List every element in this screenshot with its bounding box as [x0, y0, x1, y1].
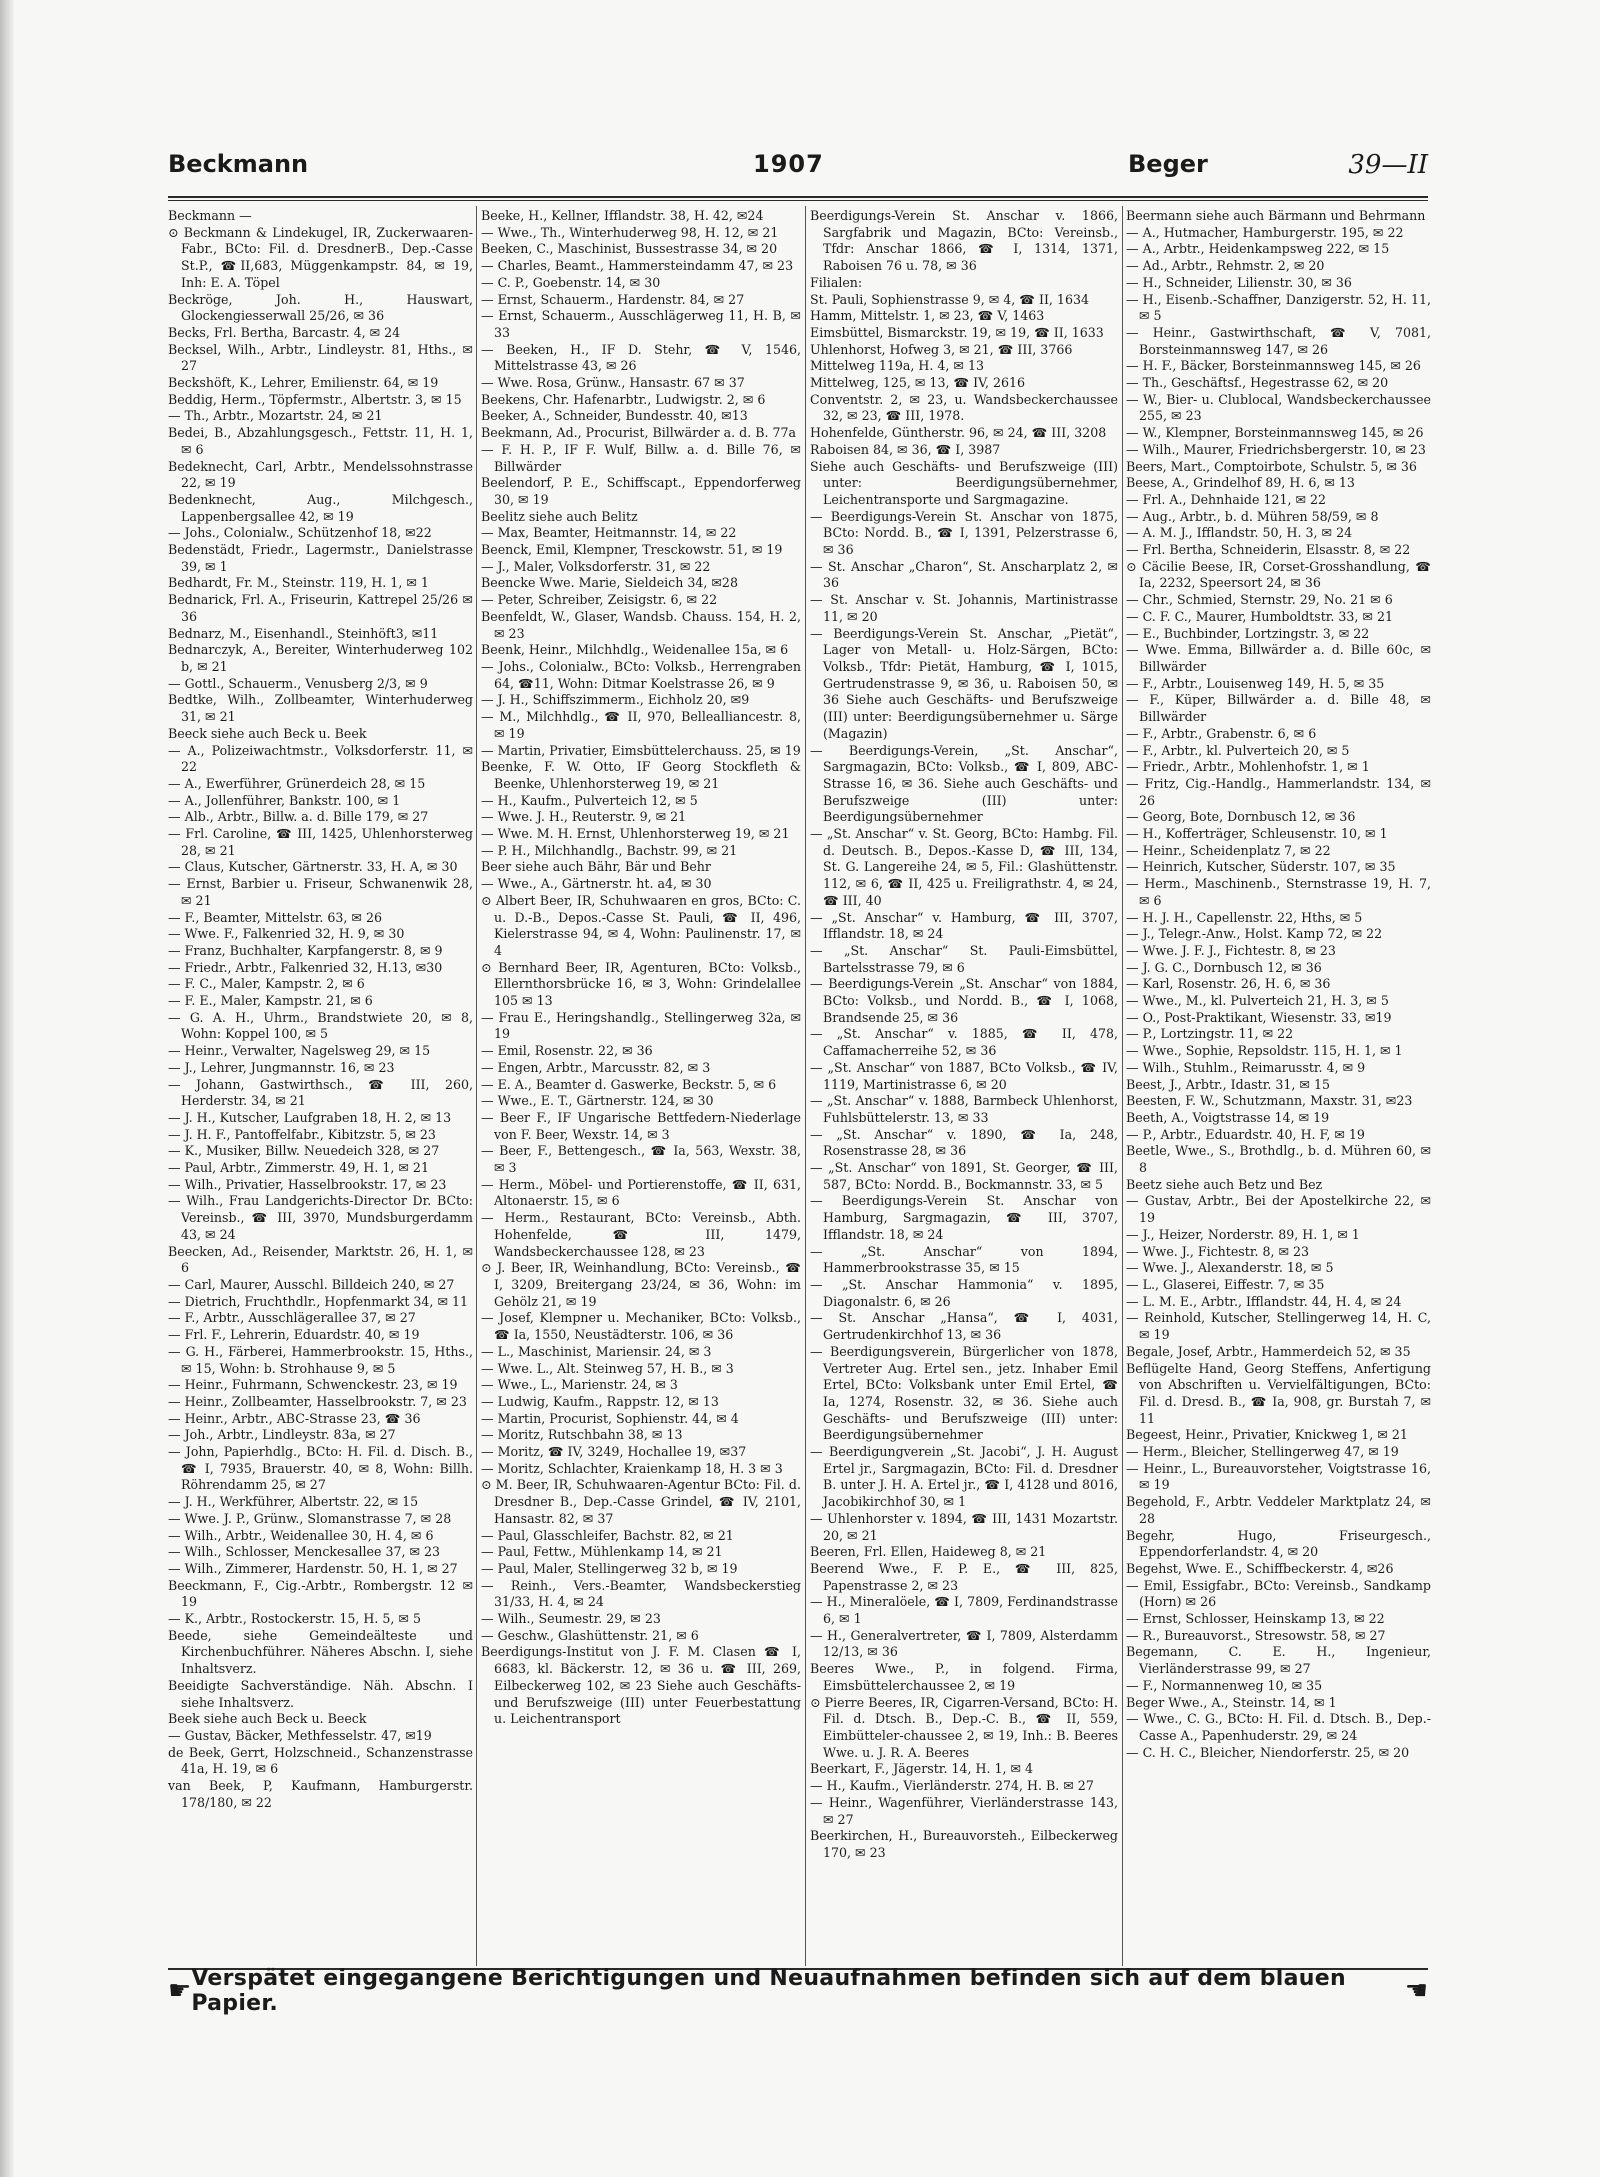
directory-entry: — F., Arbtr., Ausschlägerallee 37, ✉ 27 [168, 1310, 416, 1326]
directory-entry: — Emil, Rosenstr. 22, ✉ 36 [481, 1043, 653, 1059]
directory-entry: Beckröge, Joh. H., Hauswart, Glockengiesserwall 25/26, ✉ 36 [168, 291, 473, 324]
directory-entry: — F. C., Maler, Kampstr. 2, ✉ 6 [168, 976, 365, 992]
directory-entry: — Reinh., Vers.-Beamter, Wandsbeckerstieg 31/33, H. 4, ✉ 24 [481, 1577, 801, 1610]
directory-entry: Uhlenhorst, Hofweg 3, ✉ 21, ☎ III, 3766 [810, 341, 1073, 357]
directory-entry: Begehst, Wwe. E., Schiffbeckerstr. 4, ✉26 [1126, 1560, 1394, 1576]
directory-entry: Hamm, Mittelstr. 1, ✉ 23, ☎ V, 1463 [810, 308, 1045, 324]
directory-entry: — Frl. Caroline, ☎ III, 1425, Uhlenhorsterweg 28, ✉ 21 [168, 826, 473, 858]
directory-entry: Beerkart, F., Jägerstr. 14, H. 1, ✉ 4 [810, 1761, 1034, 1777]
directory-entry: — „St. Anschar“ v. Hamburg, ☎ III, 3707, Ifflandstr. 18, ✉ 24 [810, 909, 1118, 942]
directory-entry: Bednarz, M., Eisenhandl., Steinhöft3, ✉11 [168, 625, 439, 641]
directory-entry: — P., Lortzingstr. 11, ✉ 22 [1126, 1026, 1294, 1042]
directory-entry: — J., Lehrer, Jungmannstr. 16, ✉ 23 [168, 1059, 395, 1075]
directory-entry: Bedhardt, Fr. M., Steinstr. 119, H. 1, ✉ 1 [168, 575, 429, 591]
directory-entry: Beddig, Herm., Töpfermstr., Albertstr. 3, ✉ 15 [168, 391, 462, 407]
directory-entry: Beest, J., Arbtr., Idastr. 31, ✉ 15 [1126, 1076, 1330, 1092]
directory-entry: Begemann, C. E. H., Ingenieur, Vierländerstrasse 99, ✉ 27 [1126, 1644, 1431, 1677]
directory-entry: Bedenstädt, Friedr., Lagermstr., Danielstrasse 39, ✉ 1 [168, 542, 473, 574]
directory-entry: — Ernst, Barbier u. Friseur, Schwanenwik 28, ✉ 21 [168, 876, 473, 908]
directory-entry: — Ernst, Schauerm., Ausschlägerweg 11, H. B, ✉ 33 [481, 308, 801, 340]
directory-entry: — Ernst, Schlosser, Heinskamp 13, ✉ 22 [1126, 1611, 1385, 1627]
directory-entry: Beer siehe auch Bähr, Bär und Behr [481, 859, 711, 875]
directory-entry: — Wwe., A., Gärtnerstr. ht. a4, ✉ 30 [481, 876, 712, 892]
directory-entry: — Beerdigungs-Verein „St. Anschar“ von 1884, BCto: Volksb., und Nordd. B., ☎ I, 1068, Brandsende 25, ✉ 36 [810, 976, 1118, 1025]
directory-entry: — H. J. H., Capellenstr. 22, Hths, ✉ 5 [1126, 909, 1363, 925]
directory-entry: Raboisen 84, ✉ 36, ☎ I, 3987 [810, 441, 1001, 457]
directory-entry: — L., Glaserei, Eiffestr. 7, ✉ 35 [1126, 1277, 1325, 1292]
directory-entry: — J. G. C., Dornbusch 12, ✉ 36 [1126, 959, 1322, 975]
directory-entry: Beetz siehe auch Betz und Bez [1126, 1176, 1323, 1192]
directory-entry: — J., Maler, Volksdorferstr. 31, ✉ 22 [481, 558, 711, 574]
directory-entry: Beese, A., Grindelhof 89, H. 6, ✉ 13 [1126, 475, 1355, 491]
pointing-hand-icon: ☛ [168, 1976, 192, 2006]
directory-entry: — Georg, Bote, Dornbusch 12, ✉ 36 [1126, 809, 1356, 825]
directory-entry: ⊙ Albert Beer, IR, Schuhwaaren en gros, BCto: C. u. D.-B., Depos.-Casse St. Pauli, ☎ II, 496, Kielerstrasse 94, ✉ 4, Wohn: Paulinenstr. 17, ✉ 4 [481, 892, 801, 958]
directory-entry: — F., Normannenweg 10, ✉ 35 [1126, 1677, 1323, 1693]
pointing-hand-left-icon: ☚ [1404, 1976, 1428, 2006]
directory-entry: Beesten, F. W., Schutzmann, Maxstr. 31, ✉23 [1126, 1093, 1413, 1109]
directory-entry: — Heinr., Gastwirthschaft, ☎ V, 7081, Borsteinmannsweg 147, ✉ 26 [1126, 324, 1431, 357]
directory-entry: — Wwe. J. P., Grünw., Slomanstrasse 7, ✉ 28 [168, 1510, 452, 1526]
directory-entry: — Beeken, H., IF D. Stehr, ☎ V, 1546, Mittelstrasse 43, ✉ 26 [481, 341, 801, 374]
directory-entry: Becksel, Wilh., Arbtr., Lindleystr. 81, Hths., ✉ 27 [168, 341, 473, 374]
directory-entry: — Wilh., Stuhlm., Reimarusstr. 4, ✉ 9 [1126, 1059, 1366, 1075]
directory-entry: Beenck, Emil, Klempner, Tresckowstr. 51, ✉ 19 [481, 542, 783, 558]
directory-entry: — Wwe. Rosa, Grünw., Hansastr. 67 ✉ 37 [481, 375, 745, 391]
directory-entry: Beeckmann, F., Cig.-Arbtr., Rombergstr. 12 ✉ 19 [168, 1577, 473, 1610]
directory-entry: — Charles, Beamt., Hammersteindamm 47, ✉ 23 [481, 258, 794, 274]
header-last-name: Beger [1128, 150, 1208, 178]
header-rule-thin [168, 200, 1428, 201]
directory-entry: — P., Arbtr., Eduardstr. 40, H. F, ✉ 19 [1126, 1126, 1365, 1142]
directory-entry: — L., Maschinist, Mariensir. 24, ✉ 3 [481, 1343, 712, 1359]
directory-entry: — Paul, Arbtr., Zimmerstr. 49, H. 1, ✉ 21 [168, 1160, 429, 1176]
directory-entry: — Heinr., L., Bureauvorsteher, Voigtstrasse 16, ✉ 19 [1126, 1460, 1431, 1493]
directory-entry: Bednarczyk, A., Bereiter, Winterhuderweg 102 b, ✉ 21 [168, 642, 473, 674]
directory-entry: — „St. Anschar“ v. 1890, ☎ Ia, 248, Rosenstrasse 28, ✉ 36 [810, 1126, 1118, 1159]
directory-entry: Beede, siehe Gemeindeälteste und Kirchenbuchführer. Näheres Abschn. I, siehe Inhaltsverz. [168, 1627, 473, 1677]
directory-entry: Hohenfelde, Güntherstr. 96, ✉ 24, ☎ III, 3208 [810, 425, 1107, 441]
directory-entry: — Paul, Glasschleifer, Bachstr. 82, ✉ 21 [481, 1527, 734, 1543]
directory-entry: — Max, Beamter, Heitmannstr. 14, ✉ 22 [481, 525, 737, 541]
directory-entry: Bednarick, Frl. A., Friseurin, Kattrepel 25/26 ✉ 36 [168, 592, 473, 624]
directory-entry: Beekmann, Ad., Procurist, Billwärder a. d. B. 77a [481, 425, 797, 441]
directory-entry: — Wilh., Seumestr. 29, ✉ 23 [481, 1611, 661, 1627]
directory-entry: ⊙ Pierre Beeres, IR, Cigarren-Versand, BCto: H. Fil. d. Dtsch. B., Dep.-C. B., ☎ II, 559, Eimbütteler-chaussee 2, ✉ 19, Inh.: B. Beeres Wwe. u. J. R. A. Beeres [810, 1694, 1118, 1760]
directory-entry: — Wilh., Zimmerer, Hardenstr. 50, H. 1, ✉ 27 [168, 1560, 458, 1576]
directory-entry: Mittelweg, 125, ✉ 13, ☎ IV, 2616 [810, 375, 1026, 391]
directory-entry: ⊙ Beckmann & Lindekugel, IR, Zuckerwaaren-Fabr., BCto: Fil. d. DresdnerB., Dep.-Casse St.P., ☎II,683, Müggenkampstr. 84, ✉ 19, Inh: E. A. Töpel [168, 224, 473, 290]
directory-entry: St. Pauli, Sophienstrasse 9, ✉ 4, ☎ II, 1634 [810, 291, 1089, 307]
directory-entry: — L. M. E., Arbtr., Ifflandstr. 44, H. 4, ✉ 24 [1126, 1293, 1402, 1309]
directory-entry: — G. A. H., Uhrm., Brandstwiete 20, ✉ 8, Wohn: Koppel 100, ✉ 5 [168, 1009, 473, 1042]
directory-entry: — Peter, Schreiber, Zeisigstr. 6, ✉ 22 [481, 592, 718, 608]
directory-entry: — Gottl., Schauerm., Venusberg 2/3, ✉ 9 [168, 675, 428, 691]
directory-entry: Beeke, H., Kellner, Ifflandstr. 38, H. 42, ✉24 [481, 208, 764, 223]
directory-entry: — Fritz, Cig.-Handlg., Hammerlandstr. 134, ✉ 26 [1126, 775, 1431, 808]
directory-entry: — A., Jollenführer, Bankstr. 100, ✉ 1 [168, 792, 401, 808]
directory-entry: Beencke Wwe. Marie, Sieldeich 34, ✉28 [481, 575, 738, 591]
directory-entry: — Ernst, Schauerm., Hardenstr. 84, ✉ 27 [481, 291, 745, 307]
directory-entry: Begehold, F., Arbtr. Veddeler Marktplatz 24, ✉ 28 [1126, 1494, 1431, 1526]
directory-entry: — H., Schneider, Lilienstr. 30, ✉ 36 [1126, 274, 1352, 290]
directory-entry: — Friedr., Arbtr., Mohlenhofstr. 1, ✉ 1 [1126, 759, 1370, 775]
header-year: 1907 [753, 150, 824, 178]
directory-entry: — C. F. C., Maurer, Humboldtstr. 33, ✉ 21 [1126, 608, 1394, 624]
directory-entry: — Wwe., E. T., Gärtnerstr. 124, ✉ 30 [481, 1093, 714, 1109]
directory-entry: Beers, Mart., Comptoirbote, Schulstr. 5, ✉ 36 [1126, 458, 1417, 474]
directory-entry: — Wwe. Emma, Billwärder a. d. Bille 60c, ✉ Billwärder [1126, 642, 1431, 674]
directory-entry: Beerkirchen, H., Bureauvorsteh., Eilbeckerweg 170, ✉ 23 [810, 1828, 1118, 1860]
directory-entry: — Moritz, Schlachter, Kraienkamp 18, H. 3 ✉ 3 [481, 1460, 783, 1476]
directory-entry: — A., Ewerführer, Grünerdeich 28, ✉ 15 [168, 775, 426, 791]
directory-entry: — A., Hutmacher, Hamburgerstr. 195, ✉ 22 [1126, 224, 1404, 240]
directory-entry: — Wilh., Maurer, Friedrichsbergerstr. 10, ✉ 23 [1126, 441, 1426, 457]
directory-entry: — Johs., Colonialw., Schützenhof 18, ✉22 [168, 525, 432, 541]
directory-entry: — F., Arbtr., kl. Pulverteich 20, ✉ 5 [1126, 742, 1350, 758]
scan-edge-shadow [0, 0, 14, 2177]
directory-entry: — Chr., Schmied, Sternstr. 29, No. 21 ✉ 6 [1126, 592, 1393, 608]
directory-entry: — Wilh., Frau Landgerichts-Director Dr. BCto: Vereinsb., ☎ III, 3970, Mundsburgerdamm 43, ✉ 24 [168, 1193, 473, 1242]
directory-entry: Beelendorf, P. E., Schiffscapt., Eppendorferweg 30, ✉ 19 [481, 475, 801, 507]
directory-entry: — Wwe., Sophie, Repsoldstr. 115, H. 1, ✉ 1 [1126, 1043, 1403, 1059]
directory-entry: — Wwe. J., Fichtestr. 8, ✉ 23 [1126, 1243, 1310, 1259]
page-header [168, 150, 1428, 182]
directory-entry: — Th., Geschäftsf., Hegestrasse 62, ✉ 20 [1126, 375, 1389, 391]
directory-entry: — Moritz, ☎ IV, 3249, Hochallee 19, ✉37 [481, 1444, 747, 1460]
directory-entry: — Uhlenhorster v. 1894, ☎ III, 1431 Mozartstr. 20, ✉ 21 [810, 1510, 1118, 1543]
directory-entry: — Aug., Arbtr., b. d. Mühren 58/59, ✉ 8 [1126, 508, 1379, 524]
directory-entry: — W., Klempner, Borsteinmannsweg 145, ✉ 26 [1126, 425, 1424, 441]
directory-entry: — Martin, Procurist, Sophienstr. 44, ✉ 4 [481, 1410, 739, 1426]
header-rule [168, 196, 1428, 198]
directory-entry: Beeck siehe auch Beck u. Beek [168, 725, 367, 741]
directory-entry: — J. H., Kutscher, Laufgraben 18, H. 2, ✉ 13 [168, 1109, 452, 1125]
directory-entry: — H., Generalvertreter, ☎ I, 7809, Alsterdamm 12/13, ✉ 36 [810, 1627, 1118, 1660]
directory-entry: — Beerdigungverein „St. Jacobi“, J. H. August Ertel jr., Sargmagazin, BCto: Fil. d. Dresdner B. unter J. H. A. Ertel jr., ☎ I, 4128 und 8016, Jacobikirchhof 30, ✉ 1 [810, 1444, 1118, 1510]
directory-entry: — A., Polizeiwachtmstr., Volksdorferstr. 11, ✉ 22 [168, 742, 473, 775]
directory-entry: — Dietrich, Fruchthdlr., Hopfenmarkt 34, ✉ 11 [168, 1293, 469, 1309]
directory-entry: — Reinhold, Kutscher, Stellingerweg 14, H. C, ✉ 19 [1126, 1310, 1431, 1343]
directory-entry: — Heinr., Wagenführer, Vierländerstrasse 143, ✉ 27 [810, 1794, 1118, 1827]
directory-entry: — H. F., Bäcker, Borsteinmannsweg 145, ✉ 26 [1126, 358, 1421, 374]
directory-entry: — F. E., Maler, Kampstr. 21, ✉ 6 [168, 993, 373, 1009]
directory-entry: — Wilh., Privatier, Hasselbrookstr. 17, ✉ 23 [168, 1176, 447, 1192]
directory-entry: Beckshöft, K., Lehrer, Emilienstr. 64, ✉ 19 [168, 375, 439, 391]
directory-entry: — H., Eisenb.-Schaffner, Danzigerstr. 52, H. 11, ✉ 5 [1126, 291, 1431, 324]
directory-entry: — Wwe. J. F. J., Fichtestr. 8, ✉ 23 [1126, 942, 1336, 958]
directory-entry: — Geschw., Glashüttenstr. 21, ✉ 6 [481, 1627, 699, 1643]
directory-entry: van Beek, P, Kaufmann, Hamburgerstr. 178/180, ✉ 22 [168, 1778, 473, 1810]
directory-entry: — Martin, Privatier, Eimsbüttelerchauss. 25, ✉ 19 [481, 742, 801, 758]
directory-entry: Beckmann — [168, 208, 252, 223]
directory-entry: — Johann, Gastwirthsch., ☎ III, 260, Herderstr. 34, ✉ 21 [168, 1076, 473, 1109]
directory-entry: — H., Kofferträger, Schleusenstr. 10, ✉ 1 [1126, 826, 1388, 842]
directory-entry: ⊙ J. Beer, IR, Weinhandlung, BCto: Vereinsb., ☎ I, 3209, Breitergang 23/24, ✉ 36, Wohn: im Gehölz 21, ✉ 19 [481, 1260, 801, 1309]
directory-entry: ⊙ Bernhard Beer, IR, Agenturen, BCto: Volksb., Ellernthorsbrücke 16, ✉ 3, Wohn: Grindelallee 105 ✉ 13 [481, 959, 801, 1009]
directory-entry: Beeres Wwe., P., in folgend. Firma, Eimsbüttelerchaussee 2, ✉ 19 [810, 1661, 1118, 1693]
directory-entry: — Heinr., Verwalter, Nagelsweg 29, ✉ 15 [168, 1043, 431, 1059]
directory-entry: Beecken, Ad., Reisender, Marktstr. 26, H. 1, ✉ 6 [168, 1243, 473, 1276]
directory-entry: ⊙ Cäcilie Beese, IR, Corset-Grosshandlung, ☎ Ia, 2232, Speersort 24, ✉ 36 [1126, 558, 1431, 591]
directory-entry: — Moritz, Rutschbahn 38, ✉ 13 [481, 1427, 683, 1443]
directory-entry: Bedei, B., Abzahlungsgesch., Fettstr. 11, H. 1, ✉ 6 [168, 425, 473, 457]
directory-entry: — Frl. F., Lehrerin, Eduardstr. 40, ✉ 19 [168, 1327, 420, 1343]
directory-entry: — Frl. A., Dehnhaide 121, ✉ 22 [1126, 491, 1327, 507]
directory-entry: — J. H. F., Pantoffelfabr., Kibitzstr. 5, ✉ 23 [168, 1126, 436, 1142]
directory-entry: — E., Buchbinder, Lortzingstr. 3, ✉ 22 [1126, 625, 1370, 641]
directory-entry: Mittelweg 119a, H. 4, ✉ 13 [810, 358, 984, 374]
directory-entry: — W., Bier- u. Clublocal, Wandsbeckerchaussee 255, ✉ 23 [1126, 391, 1431, 424]
directory-entry: — Alb., Arbtr., Billw. a. d. Bille 179, ✉ 27 [168, 809, 429, 825]
directory-entry: Bedtke, Wilh., Zollbeamter, Winterhuderweg 31, ✉ 21 [168, 692, 473, 725]
directory-entry: — Heinr., Arbtr., ABC-Strasse 23, ☎ 36 [168, 1410, 421, 1426]
directory-entry: — John, Papierhdlg., BCto: H. Fil. d. Disch. B., ☎ I, 7935, Brauerstr. 40, ✉ 8, Wohn: Billh. Röhrendamm 25, ✉ 27 [168, 1444, 473, 1493]
directory-entry: — F., Küper, Billwärder a. d. Bille 48, ✉ Billwärder [1126, 692, 1431, 725]
directory-entry: — Heinrich, Kutscher, Süderstr. 107, ✉ 35 [1126, 859, 1396, 875]
column-divider [476, 206, 477, 1966]
directory-entry: Bedenknecht, Aug., Milchgesch., Lappenbergsallee 42, ✉ 19 [168, 491, 473, 524]
directory-entry: — Herm., Bleicher, Stellingerweg 47, ✉ 19 [1126, 1444, 1399, 1460]
directory-entry: Beekens, Chr. Hafenarbtr., Ludwigstr. 2, ✉ 6 [481, 391, 766, 407]
directory-entry: Begehr, Hugo, Friseurgesch., Eppendorferlandstr. 4, ✉ 20 [1126, 1527, 1431, 1560]
directory-entry: Eimsbüttel, Bismarckstr. 19, ✉ 19, ☎ II, 1633 [810, 324, 1104, 340]
directory-entry: Beflügelte Hand, Georg Steffens, Anfertigung von Abschriften u. Vervielfältigungen, BCto: Fil. d. Dresd. B., ☎ Ia, 908, gr. Burstah 7, ✉ 11 [1126, 1360, 1431, 1426]
directory-entry: Beenk, Heinr., Milchhdlg., Weidenallee 15a, ✉ 6 [481, 642, 789, 658]
directory-entry: — Herm., Maschinenb., Sternstrasse 19, H. 7, ✉ 6 [1126, 876, 1431, 908]
directory-entry: — Emil, Essigfabr., BCto: Vereinsb., Sandkamp (Horn) ✉ 26 [1126, 1577, 1431, 1610]
directory-entry: — „St. Anschar“ von 1887, BCto Volksb., ☎ IV, 1119, Martinistrasse 6, ✉ 20 [810, 1059, 1118, 1092]
directory-entry: — R., Bureauvorst., Stresowstr. 58, ✉ 27 [1126, 1627, 1386, 1643]
directory-entry: — H., Mineralöele, ☎ I, 7809, Ferdinandstrasse 6, ✉ 1 [810, 1594, 1118, 1627]
directory-entry: — Johs., Colonialw., BCto: Volksb., Herrengraben 64, ☎11, Wohn: Ditmar Koelstrasse 26, ✉ 9 [481, 658, 801, 691]
directory-entry: — K., Musiker, Billw. Neuedeich 328, ✉ 27 [168, 1143, 440, 1159]
header-first-name: Beckmann [168, 150, 309, 178]
directory-entry: — K., Arbtr., Rostockerstr. 15, H. 5, ✉ 5 [168, 1611, 421, 1627]
directory-entry: Beger Wwe., A., Steinstr. 14, ✉ 1 [1126, 1694, 1337, 1710]
directory-entry: — St. Anschar „Hansa“, ☎ I, 4031, Gertrudenkirchhof 13, ✉ 36 [810, 1310, 1118, 1343]
directory-entry: — Wwe., M., kl. Pulverteich 21, H. 3, ✉ 5 [1126, 993, 1389, 1009]
column-2 [481, 208, 801, 1963]
directory-entry: Siehe auch Geschäfts- und Berufszweige (III) unter: Beerdigungsübernehmer, Leichentransporte und Sargmagazine. [810, 458, 1118, 507]
directory-entry: — Herm., Möbel- und Portierenstoffe, ☎ II, 631, Altonaerstr. 15, ✉ 6 [481, 1176, 801, 1209]
directory-entry: — Claus, Kutscher, Gärtnerstr. 33, H. A, ✉ 30 [168, 859, 458, 875]
directory-entry: — St. Anschar v. St. Johannis, Martinistrasse 11, ✉ 20 [810, 592, 1118, 624]
directory-entry: — „St. Anschar“ von 1894, Hammerbrookstrasse 35, ✉ 15 [810, 1243, 1118, 1276]
directory-entry: — Wwe., C. G., BCto: H. Fil. d. Dtsch. B., Dep.-Casse A., Papenhuderstr. 29, ✉ 24 [1126, 1711, 1431, 1743]
directory-entry: — „St. Anschar“ v. 1885, ☎ II, 478, Caffamacherreihe 52, ✉ 36 [810, 1026, 1118, 1059]
directory-entry: — Gustav, Bäcker, Methfesselstr. 47, ✉19 [168, 1727, 432, 1743]
directory-entry: Beeren, Frl. Ellen, Haideweg 8, ✉ 21 [810, 1544, 1047, 1560]
directory-entry: Beeth, A., Voigtstrasse 14, ✉ 19 [1126, 1109, 1330, 1125]
directory-entry: — Paul, Fettw., Mühlenkamp 14, ✉ 21 [481, 1544, 723, 1560]
directory-entry: — Ludwig, Kaufm., Rappstr. 12, ✉ 13 [481, 1393, 719, 1409]
directory-entry: Becks, Frl. Bertha, Barcastr. 4, ✉ 24 [168, 324, 401, 340]
directory-entry: Begeest, Heinr., Privatier, Knickweg 1, ✉ 21 [1126, 1427, 1408, 1443]
directory-entry: — Wilh., Arbtr., Weidenallee 30, H. 4, ✉ 6 [168, 1527, 434, 1543]
directory-entry: — P. H., Milchhandlg., Bachstr. 99, ✉ 21 [481, 842, 738, 858]
directory-entry: Beeidigte Sachverständige. Näh. Abschn. I siehe Inhaltsverz. [168, 1677, 473, 1710]
directory-entry: — St. Anschar „Charon“, St. Anscharplatz 2, ✉ 36 [810, 558, 1118, 591]
directory-entry: — Herm., Restaurant, BCto: Vereinsb., Abth. Hohenfelde, ☎ III, 1479, Wandsbeckerchaussee 128, ✉ 23 [481, 1210, 801, 1259]
directory-entry: Beerdigungs-Verein St. Anschar v. 1866, Sargfabrik und Magazin, BCto: Vereinsb., Tfdr: Anschar 1866, ☎ I, 1314, 1371, Raboisen 76 u. 78, ✉ 36 [810, 208, 1118, 274]
directory-entry: — Heinr., Fuhrmann, Schwenckestr. 23, ✉ 19 [168, 1377, 458, 1393]
directory-entry: — Beerdigungs-Verein St. Anschar von 1875, BCto: Nordd. B., ☎ I, 1391, Pelzerstrasse 6, ✉ 36 [810, 508, 1118, 558]
directory-entry: — Ad., Arbtr., Rehmstr. 2, ✉ 20 [1126, 258, 1325, 274]
directory-entry: de Beek, Gerrt, Holzschneid., Schanzenstrasse 41a, H. 19, ✉ 6 [168, 1744, 473, 1777]
directory-entry: — J., Heizer, Norderstr. 89, H. 1, ✉ 1 [1126, 1226, 1360, 1242]
directory-entry: — Beer, F., Bettengesch., ☎ Ia, 563, Wexstr. 38, ✉ 3 [481, 1143, 801, 1176]
directory-entry: — A., Arbtr., Heidenkampsweg 222, ✉ 15 [1126, 241, 1390, 257]
directory-entry: — F. H. P., IF F. Wulf, Billw. a. d. Bille 76, ✉ Billwärder [481, 441, 801, 474]
directory-entry: — Joh., Arbtr., Lindleystr. 83a, ✉ 27 [168, 1427, 396, 1443]
directory-entry: Beenke, F. W. Otto, IF Georg Stockfleth & Beenke, Uhlenhorsterweg 19, ✉ 21 [481, 759, 801, 791]
directory-entry: — H., Kaufm., Pulverteich 12, ✉ 5 [481, 792, 698, 808]
directory-entry: — Beerdigungsverein, Bürgerlicher von 1878, Vertreter Aug. Ertel sen., jetz. Inhaber Emil Ertel, BCto: Volksbank unter Emil Ertel, ☎ Ia, 1274, Rosenstr. 32, ✉ 36. Siehe auch Geschäfts- und Berufszweige (III) unter: Beerdigungsübernehmer [810, 1343, 1118, 1443]
directory-entry: — J. H., Werkführer, Albertstr. 22, ✉ 15 [168, 1494, 419, 1510]
directory-entry: Filialen: [810, 274, 863, 290]
directory-entry: — Paul, Maler, Stellingerweg 32 b, ✉ 19 [481, 1560, 738, 1576]
directory-entry: Beenfeldt, W., Glaser, Wandsb. Chauss. 154, H. 2, ✉ 23 [481, 608, 801, 641]
footer-notice [168, 1966, 1428, 2016]
directory-entry: — „St. Anschar“ v. 1888, Barmbeck Uhlenhorst, Fuhlsbüttelerstr. 13, ✉ 33 [810, 1093, 1118, 1125]
directory-entry: — Heinr., Zollbeamter, Hasselbrookstr. 7, ✉ 23 [168, 1393, 467, 1409]
directory-entry: Beelitz siehe auch Belitz [481, 508, 638, 524]
directory-entry: — Beer F., IF Ungarische Bettfedern-Niederlage von F. Beer, Wexstr. 14, ✉ 3 [481, 1109, 801, 1142]
column-4 [1126, 208, 1431, 1963]
directory-entry: — H., Kaufm., Vierländerstr. 274, H. B. ✉ 27 [810, 1778, 1094, 1794]
directory-entry: — Beerdigungs-Verein St. Anschar, „Pietät“, Lager von Metall- u. Holz-Särgen, BCto: Volksb., Tfdr: Pietät, Hamburg, ☎ I, 1015, Gertrudenstrasse 9, ✉ 36, u. Raboisen 50, ✉ 36 Siehe auch Geschäfts- und Berufszweige (III) unter: Beerdigungsübernehmer u. Särge (Magazin) [810, 625, 1118, 741]
directory-entry: — F., Arbtr., Louisenweg 149, H. 5, ✉ 35 [1126, 675, 1385, 691]
directory-entry: Beetle, Wwe., S., Brothdlg., b. d. Mühren 60, ✉ 8 [1126, 1143, 1431, 1176]
directory-entry: — F., Beamter, Mittelstr. 63, ✉ 26 [168, 909, 382, 925]
column-3 [810, 208, 1118, 1963]
directory-entry: Beermann siehe auch Bärmann und Behrmann [1126, 208, 1426, 223]
column-divider [1122, 206, 1123, 1966]
directory-entry: — Wwe. M. H. Ernst, Uhlenhorsterweg 19, ✉ 21 [481, 826, 790, 842]
directory-entry: — Frau E., Heringshandlg., Stellingerweg 32a, ✉ 19 [481, 1009, 801, 1042]
directory-entry: Bedeknecht, Carl, Arbtr., Mendelssohnstrasse 22, ✉ 19 [168, 458, 473, 491]
directory-entry: — „St. Anschar Hammonia“ v. 1895, Diagonalstr. 6, ✉ 26 [810, 1277, 1118, 1309]
column-1 [168, 208, 473, 1963]
directory-entry: — „St. Anschar“ v. St. Georg, BCto: Hambg. Fil. d. Deutsch. B., Depos.-Kasse D, ☎ III, 134, St. G. Langereihe 24, ✉ 5, Fil.: Glashüttenstr. 112, ✉ 6, ☎ II, 425 u. Freiligrathstr. 4, ✉ 24, ☎ III, 40 [810, 826, 1118, 908]
directory-entry: Conventstr. 2, ✉ 23, u. Wandsbeckerchaussee 32, ✉ 23, ☎ III, 1978. [810, 391, 1118, 424]
directory-entry: Beerdigungs-Institut von J. F. M. Clasen ☎ I, 6683, kl. Bäckerstr. 12, ✉ 36 u. ☎ III, 269, Eilbeckerweg 102, ✉ 23 Siehe auch Geschäfts- und Berufszweige (III) unter Feuerbestattung u. Leichentransport [481, 1644, 801, 1727]
directory-entry: Beek siehe auch Beck u. Beeck [168, 1711, 367, 1727]
directory-entry: — Franz, Buchhalter, Karpfangerstr. 8, ✉ 9 [168, 942, 443, 958]
directory-entry: Beerend Wwe., F. P. E., ☎ III, 825, Papenstrasse 2, ✉ 23 [810, 1560, 1118, 1593]
directory-entry: — Wwe. L., Alt. Steinweg 57, H. B., ✉ 3 [481, 1360, 734, 1376]
directory-entry: — Wwe. F., Falkenried 32, H. 9, ✉ 30 [168, 926, 405, 942]
directory-entry: — Friedr., Arbtr., Falkenried 32, H.13, ✉30 [168, 959, 443, 975]
directory-entry: — C. H. C., Bleicher, Niendorferstr. 25, ✉ 20 [1126, 1744, 1410, 1760]
directory-entry: — Josef, Klempner u. Mechaniker, BCto: Volksb., ☎ Ia, 1550, Neustädterstr. 106, ✉ 36 [481, 1310, 801, 1343]
directory-entry: — Wwe., L., Marienstr. 24, ✉ 3 [481, 1377, 678, 1393]
directory-entry: — Gustav, Arbtr., Bei der Apostelkirche 22, ✉ 19 [1126, 1193, 1431, 1226]
directory-entry: — Karl, Rosenstr. 26, H. 6, ✉ 36 [1126, 976, 1331, 992]
directory-entry: — O., Post-Praktikant, Wiesenstr. 33, ✉19 [1126, 1009, 1392, 1025]
directory-entry: — „St. Anschar“ St. Pauli-Eimsbüttel, Bartelsstrasse 79, ✉ 6 [810, 942, 1118, 975]
directory-entry: — F., Arbtr., Grabenstr. 6, ✉ 6 [1126, 725, 1317, 741]
directory-entry: — J. H., Schiffszimmerm., Eichholz 20, ✉9 [481, 692, 750, 708]
directory-entry: — Th., Arbtr., Mozartstr. 24, ✉ 21 [168, 408, 383, 424]
directory-entry: Beeker, A., Schneider, Bundesstr. 40, ✉13 [481, 408, 748, 424]
directory-entry: — A. M. J., Ifflandstr. 50, H. 3, ✉ 24 [1126, 525, 1353, 541]
directory-entry: — Carl, Maurer, Ausschl. Billdeich 240, ✉ 27 [168, 1277, 455, 1292]
directory-entry: — Wwe., Th., Winterhuderweg 98, H. 12, ✉ 21 [481, 224, 779, 240]
directory-entry: — „St. Anschar“ von 1891, St. Georger, ☎ III, 587, BCto: Nordd. B., Bockmannstr. 33, ✉ 5 [810, 1160, 1118, 1192]
directory-entry: — Heinr., Scheidenplatz 7, ✉ 22 [1126, 842, 1331, 858]
directory-entry: — Beerdigungs-Verein, „St. Anschar“, Sargmagazin, BCto: Volksb., ☎ I, 809, ABC-Strasse 16, ✉ 36. Siehe auch Geschäfts- und Berufszweige (III) unter: Beerdigungsübernehmer [810, 742, 1118, 825]
directory-entry: — Wwe. J., Alexanderstr. 18, ✉ 5 [1126, 1260, 1334, 1276]
directory-entry: — C. P., Goebenstr. 14, ✉ 30 [481, 274, 661, 290]
directory-entry: — M., Milchhdlg., ☎ II, 970, Bellealliancestr. 8, ✉ 19 [481, 709, 801, 741]
directory-entry: Beeken, C., Maschinist, Bussestrasse 34, ✉ 20 [481, 241, 778, 257]
column-divider [805, 206, 806, 1966]
directory-entry: — J., Telegr.-Anw., Holst. Kamp 72, ✉ 22 [1126, 926, 1383, 942]
directory-entry: — Beerdigungs-Verein St. Anschar von Hamburg, Sargmagazin, ☎ III, 3707, Ifflandstr. 18, ✉ 24 [810, 1193, 1118, 1242]
directory-entry: — Wilh., Schlosser, Menckesallee 37, ✉ 23 [168, 1544, 441, 1560]
page-number: 39—II [1348, 150, 1428, 180]
directory-entry: — Engen, Arbtr., Marcusstr. 82, ✉ 3 [481, 1059, 711, 1075]
footer-message: Verspätet eingegangene Berichtigungen und Neuaufnahmen befinden sich auf dem blauen Papier. [191, 1966, 1346, 2016]
directory-entry: Begale, Josef, Arbtr., Hammerdeich 52, ✉ 35 [1126, 1343, 1411, 1359]
directory-entry: — G. H., Färberei, Hammerbrookstr. 15, Hths., ✉ 15, Wohn: b. Strohhause 9, ✉ 5 [168, 1343, 473, 1376]
directory-entry: ⊙ M. Beer, IR, Schuhwaaren-Agentur BCto: Fil. d. Dresdner B., Dep.-Casse Grindel, ☎ IV, 2101, Hansastr. 82, ✉ 37 [481, 1477, 801, 1526]
directory-entry: — E. A., Beamter d. Gaswerke, Beckstr. 5, ✉ 6 [481, 1076, 777, 1092]
directory-entry: — Frl. Bertha, Schneiderin, Elsasstr. 8, ✉ 22 [1126, 542, 1411, 558]
directory-entry: — Wwe. J. H., Reuterstr. 9, ✉ 21 [481, 809, 687, 825]
